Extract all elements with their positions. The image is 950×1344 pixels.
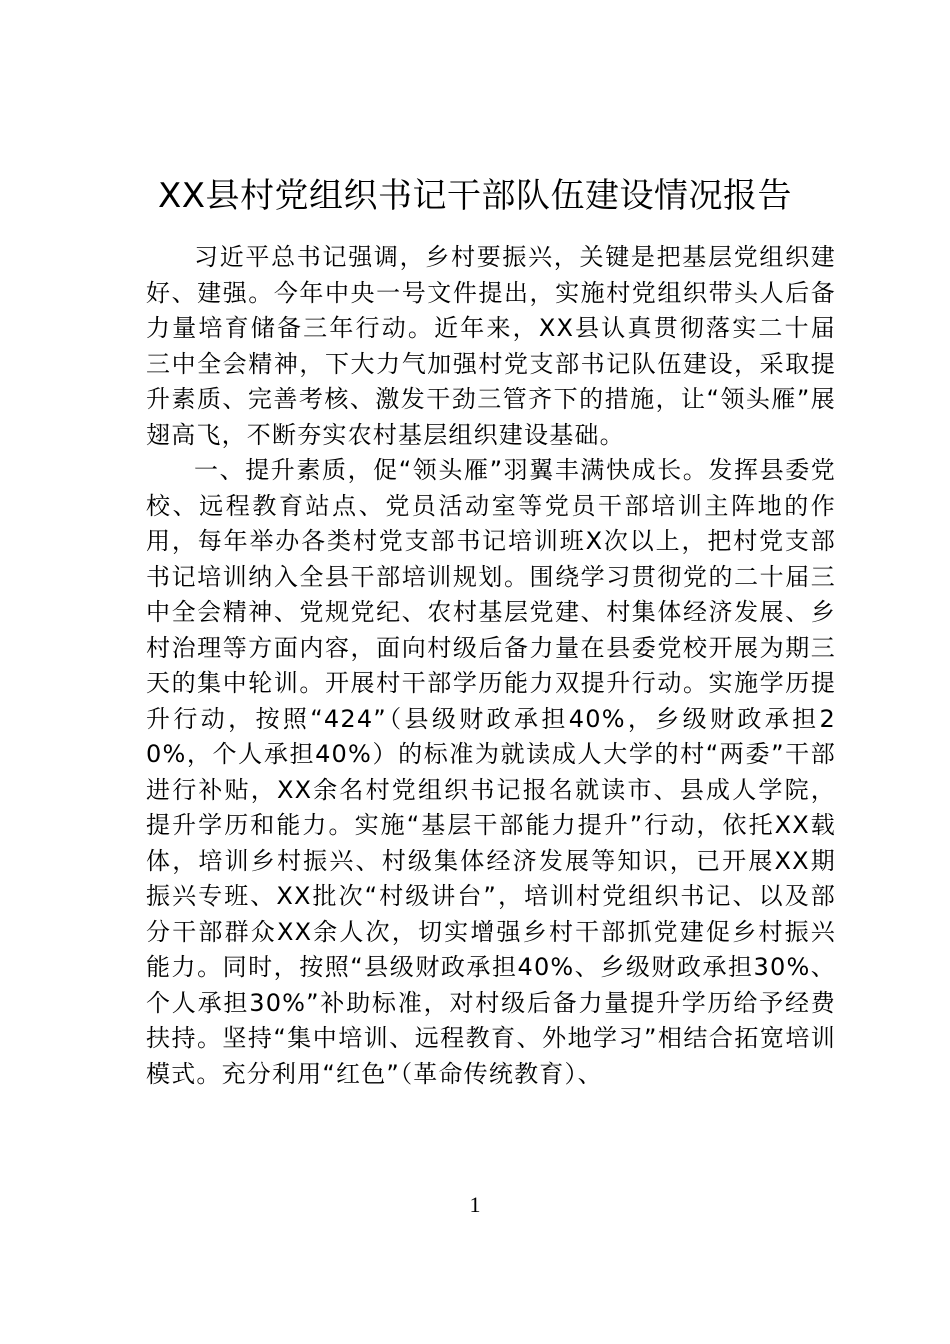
document-body	[146, 240, 836, 1092]
section-one-paragraph: 一、提升素质，促“领头雁”羽翼丰满快成长。发挥县委党校、远程教育站点、党员活动室等党员干部培训主阵地的作用，每年举办各类村党支部书记培训班X次以上，把村党支部书记培训纳入全县干部培训规划。围绕学习贯彻党的二十届三中全会精神、党规党纪、农村基层党建、村集体经济发展、乡村治理等方面内容，面向村级后备力量在县委党校开展为期三天的集中轮训。开展村干部学历能力双提升行动。实施学历提升行动，按照“424”（县级财政承担40%，乡级财政承担20%，个人承担40%）的标准为就读成人大学的村“两委”干部进行补贴，XX余名村党组织书记报名就读市、县成人学院，提升学历和能力。实施“基层干部能力提升”行动，依托XX载体，培训乡村振兴、村级集体经济发展等知识，已开展XX期振兴专班、XX批次“村级讲台”，培训村党组织书记、以及部分干部群众XX余人次，切实增强乡村干部抓党建促乡村振兴能力。同时，按照“县级财政承担40%、乡级财政承担30%、个人承担30%”补助标准，对村级后备力量提升学历给予经费扶持。坚持“集中培训、远程教育、外地学习”相结合拓宽培训模式。充分利用“红色”（革命传统教育）、	[146, 456, 836, 1088]
page-number: 1	[469, 1192, 481, 1217]
intro-paragraph: 习近平总书记强调，乡村要振兴，关键是把基层党组织建好、建强。今年中央一号文件提出，实施村党组织带头人后备力量培育储备三年行动。近年来，XX县认真贯彻落实二十届三中全会精神，下大力气加强村党支部书记队伍建设，采取提升素质、完善考核、激发干劲三管齐下的措施，让“领头雁”展翅高飞，不断夯实农村基层组织建设基础。	[146, 243, 836, 449]
document-title: XX县村党组织书记干部队伍建设情况报告	[157, 176, 793, 216]
